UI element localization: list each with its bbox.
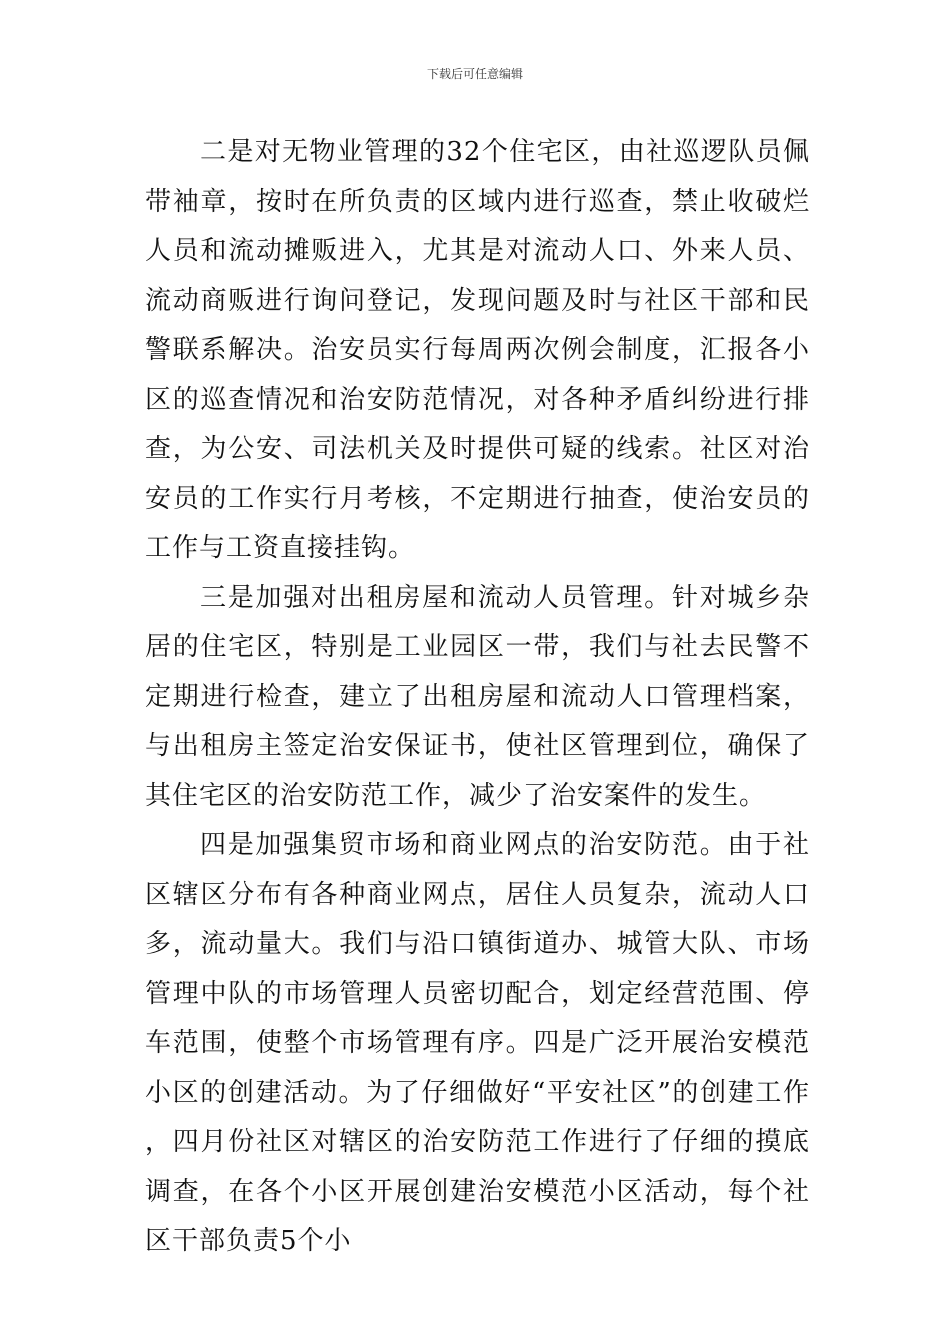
- paragraph-patrol: 二是对无物业管理的32个住宅区，由社巡逻队员佩带袖章，按时在所负责的区域内进行巡查，禁止收破烂人员和流动摊贩进入，尤其是对流动人口、外来人员、流动商贩进行询问登记，发现问题及时与社区干部和民警联系解决。治安员实行每周两次例会制度，汇报各小区的巡查情况和治安防范情况，对各种矛盾纠纷进行排查，为公安、司法机关及时提供可疑的线索。社区对治安员的工作实行月考核，不定期进行抽查，使治安员的工作与工资直接挂钩。: [145, 137, 810, 563]
- document-body: [145, 128, 810, 1267]
- page-header-note: 下载后可任意编辑: [426, 67, 523, 81]
- paragraph-rental-management: 三是加强对出租房屋和流动人员管理。针对城乡杂居的住宅区，特别是工业园区一带，我们与社去民警不定期进行检查，建立了出租房屋和流动人口管理档案，与出租房主签定治安保证书，使社区管理到位，确保了其住宅区的治安防范工作，减少了治安案件的发生。: [145, 582, 810, 811]
- paragraph-market-security: 四是加强集贸市场和商业网点的治安防范。由于社区辖区分布有各种商业网点，居住人员复杂，流动人口多，流动量大。我们与沿口镇街道办、城管大队、市场管理中队的市场管理人员密切配合，划定经营范围、停车范围，使整个市场管理有序。四是广泛开展治安模范小区的创建活动。为了仔细做好“平安社区”的创建工作，四月份社区对辖区的治安防范工作进行了仔细的摸底调查，在各个小区开展创建治安模范小区活动，每个社区干部负责5个小: [145, 830, 810, 1256]
